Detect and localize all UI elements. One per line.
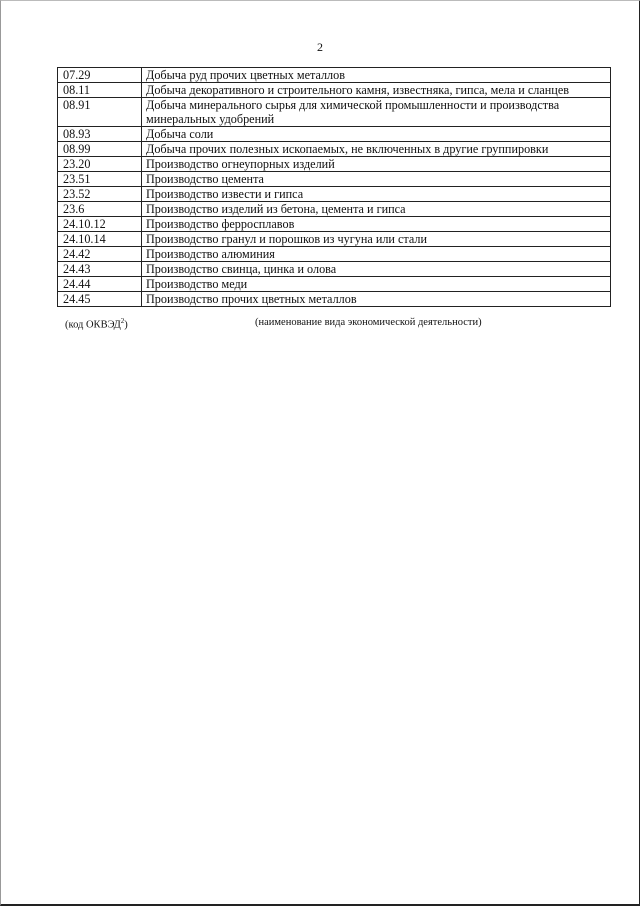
okved-table — [57, 67, 611, 307]
okved-code: 08.11 — [58, 83, 142, 98]
activity-name: Производство изделий из бетона, цемента и гипса — [142, 202, 611, 217]
activity-name: Добыча минерального сырья для химической промышленности и производства минеральных удобрений — [142, 98, 611, 127]
table-row — [58, 262, 611, 277]
okved-code: 24.44 — [58, 277, 142, 292]
table-row — [58, 232, 611, 247]
table-row — [58, 98, 611, 127]
okved-code: 23.52 — [58, 187, 142, 202]
table-row — [58, 292, 611, 307]
activity-name: Добыча прочих полезных ископаемых, не включенных в другие группировки — [142, 142, 611, 157]
activity-name: Производство гранул и порошков из чугуна или стали — [142, 232, 611, 247]
table-row — [58, 247, 611, 262]
activity-name-caption: (наименование вида экономической деятельности) — [255, 317, 482, 328]
okved-code: 23.51 — [58, 172, 142, 187]
activity-name: Добыча соли — [142, 127, 611, 142]
table-row — [58, 142, 611, 157]
okved-code-caption-close: ) — [124, 319, 128, 331]
activity-name: Производство свинца, цинка и олова — [142, 262, 611, 277]
okved-code-caption — [65, 317, 128, 331]
activity-name: Добыча руд прочих цветных металлов — [142, 68, 611, 83]
table-row — [58, 202, 611, 217]
okved-code: 24.10.14 — [58, 232, 142, 247]
okved-code: 24.43 — [58, 262, 142, 277]
table-row — [58, 127, 611, 142]
table-row — [58, 187, 611, 202]
activity-name: Производство огнеупорных изделий — [142, 157, 611, 172]
table-row — [58, 277, 611, 292]
okved-code: 23.6 — [58, 202, 142, 217]
okved-code-caption-text: (код ОКВЭД — [65, 319, 121, 331]
okved-code: 08.99 — [58, 142, 142, 157]
activity-name: Производство алюминия — [142, 247, 611, 262]
okved-code: 07.29 — [58, 68, 142, 83]
okved-code: 23.20 — [58, 157, 142, 172]
table-row — [58, 157, 611, 172]
table-row — [58, 68, 611, 83]
activity-name: Добыча декоративного и строительного камня, известняка, гипса, мела и сланцев — [142, 83, 611, 98]
table-row — [58, 217, 611, 232]
activity-name: Производство прочих цветных металлов — [142, 292, 611, 307]
activity-name: Производство ферросплавов — [142, 217, 611, 232]
okved-code: 24.45 — [58, 292, 142, 307]
okved-code: 08.91 — [58, 98, 142, 127]
page-number: 2 — [317, 40, 323, 54]
table-row — [58, 83, 611, 98]
table-row — [58, 172, 611, 187]
activity-name: Производство извести и гипса — [142, 187, 611, 202]
activity-name: Производство меди — [142, 277, 611, 292]
okved-code: 24.10.12 — [58, 217, 142, 232]
okved-code: 24.42 — [58, 247, 142, 262]
activity-name: Производство цемента — [142, 172, 611, 187]
footnote-marker: 2 — [120, 317, 125, 325]
okved-code: 08.93 — [58, 127, 142, 142]
